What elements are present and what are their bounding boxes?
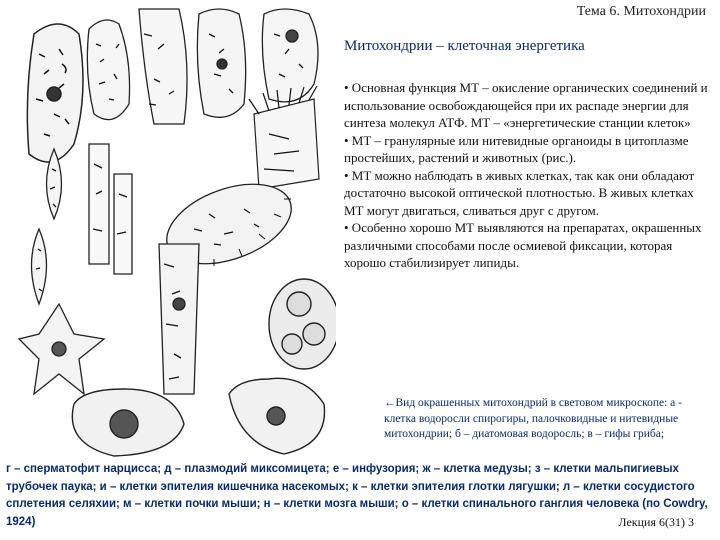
cell-drawing-hyphae <box>89 144 132 274</box>
slide-title: Митохондрии – клеточная энергетика <box>344 38 585 54</box>
lecture-reference: Лекция 6(31) 3 <box>618 515 694 529</box>
figure-caption-bottom: г – сперматофит нарцисса; д – плазмодий миксомицета; е – инфузория; ж – клетка медузы; з – клетки мальпигиевых трубочек паука; и – клетки эпителия кишечника насекомых; к – клетки эпителия глотки лягушки; л – клетки сосудистого сплетения селяхии; м – клетки почки мыши; н – клетки мозга мыши; о – клетки спинального ганглия человека (по Cowdry, 1924) <box>6 463 708 528</box>
cell-drawing-c <box>139 9 246 124</box>
bullet-item-shape: • МТ – гранулярные или нитевидные органоиды в цитоплазме простейших, растений и животных (рис.). <box>344 132 689 165</box>
bullet-item-observation: • МТ можно наблюдать в живых клетках, так как они обладают достаточно высокой оптической плотностью. В живых клетках МТ могут двигаться, сливаться друг с другом. <box>344 167 695 218</box>
cell-drawing-diatom <box>32 149 62 304</box>
mitochondria-micrograph-figure <box>14 4 336 459</box>
topic-header: Тема 6. Митохондрии <box>576 4 706 19</box>
figure-caption-inner: ←Вид окрашенных митохондрий в световом микроскопе: а - клетка водоросли спирогиры, палочковидные и нитевидные митохондрии; б – диатомовая водоросль; в – гифы гриба; <box>384 397 682 440</box>
cell-drawing-ganglion <box>72 378 324 456</box>
bullet-item-staining: • Особенно хорошо МТ выявляются на препаратах, окрашенных различными способами после осмиевой фиксации, которая хорошо стабилизирует липиды. <box>344 220 702 270</box>
cell-drawing-star <box>19 304 104 394</box>
cell-drawing-d <box>262 9 318 102</box>
cell-drawing-cluster <box>269 279 336 369</box>
cell-drawing-column <box>159 244 199 394</box>
bullet-list <box>344 79 712 272</box>
cell-drawing-b <box>87 20 129 120</box>
cell-drawing-a <box>27 24 83 162</box>
bullet-item-function: • Основная функция МТ – окисление органических соединений и использование освобождающейся при их распаде энергии для синтеза молекул АТФ. МТ – «энергетические станции клеток» <box>344 80 708 130</box>
